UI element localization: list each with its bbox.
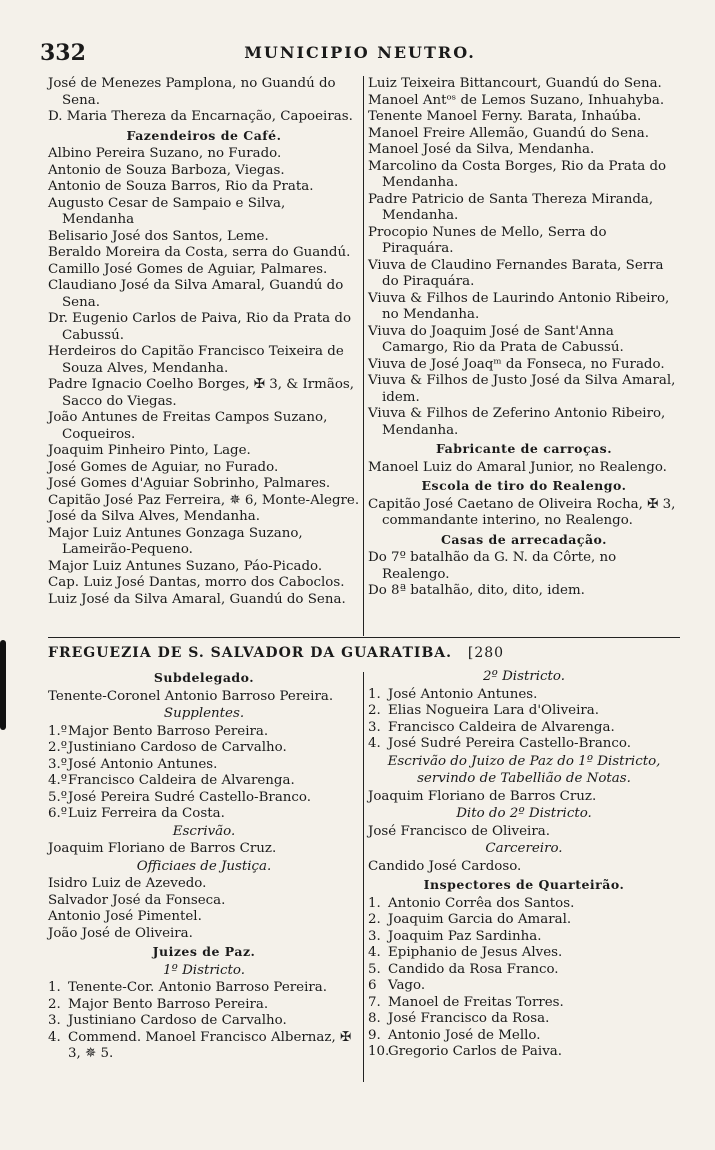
left-column-bottom bbox=[48, 668, 360, 1063]
entry-list bbox=[368, 460, 680, 477]
item-text: Elias Nogueira Lara d'Oliveira. bbox=[388, 703, 600, 718]
list-item: D. Maria Thereza da Encarnação, Capoeiras. bbox=[48, 109, 353, 124]
ink-blot bbox=[0, 640, 6, 730]
item-number: 5.º bbox=[48, 789, 68, 805]
list-item: José Francisco de Oliveira. bbox=[368, 823, 550, 839]
list-item: Claudiano José da Silva Amaral, Guandú do Sena. bbox=[48, 278, 344, 310]
sub-heading: Escrivão. bbox=[172, 823, 236, 839]
item-number: 2. bbox=[368, 703, 381, 718]
item-number: 3.º bbox=[48, 756, 68, 772]
list-item: Joaquim Pinheiro Pinto, Lage. bbox=[48, 443, 251, 458]
page-header bbox=[40, 40, 680, 66]
numbered-item bbox=[48, 724, 360, 741]
left-column-top bbox=[48, 76, 360, 608]
item-text: Francisco Caldeira de Alvarenga. bbox=[68, 773, 295, 788]
list-item: Dr. Eugenio Carlos de Paiva, Rio da Prata do Cabussú. bbox=[48, 311, 352, 343]
list-item: Luiz Teixeira Bittancourt, Guandú do Sena. bbox=[368, 76, 662, 91]
list-item: José Gomes d'Aguiar Sobrinho, Palmares. bbox=[48, 476, 331, 491]
item-number: 4. bbox=[48, 1029, 61, 1045]
list-item: Candido José Cardoso. bbox=[368, 858, 522, 874]
list-item: Padre Ignacio Coelho Borges, ✠ 3, & Irmãos, Sacco do Viegas. bbox=[48, 377, 355, 409]
item-number: 3. bbox=[368, 719, 381, 735]
numbered-item bbox=[368, 896, 680, 913]
item-number: 2. bbox=[368, 912, 381, 927]
sub-heading: Dito do 2º Districto. bbox=[456, 806, 592, 821]
list-item: Antonio de Souza Barboza, Viegas. bbox=[48, 162, 285, 178]
parish-title-text: FREGUEZIA DE S. SALVADOR DA GUARATIBA. bbox=[48, 645, 453, 661]
item-text: Antonio Corrêa dos Santos. bbox=[388, 895, 575, 911]
entry-list bbox=[48, 76, 360, 126]
item-number: 10. bbox=[368, 1044, 390, 1059]
item-number: 1.º bbox=[48, 723, 68, 739]
numbered-item bbox=[368, 703, 680, 720]
column-divider bbox=[363, 76, 364, 636]
numbered-item bbox=[48, 740, 360, 757]
section-heading: Inspectores de Quarteirão. bbox=[423, 877, 625, 892]
list-item: Manoel Luiz do Amaral Junior, no Realengo. bbox=[368, 459, 667, 475]
list-item: Joaquim Floriano de Barros Cruz. bbox=[48, 841, 277, 856]
sub-heading: Escrivão do Juizo de Paz do 1º Districto, bbox=[387, 753, 661, 769]
item-text: José Pereira Sudré Castello-Branco. bbox=[68, 789, 312, 805]
item-number: 1. bbox=[368, 895, 381, 911]
item-text: Gregorio Carlos de Paiva. bbox=[388, 1044, 562, 1059]
item-number: 4.º bbox=[48, 773, 68, 788]
entry-list bbox=[368, 550, 680, 600]
numbered-item bbox=[368, 720, 680, 737]
list-item: José Gomes de Aguiar, no Furado. bbox=[48, 459, 279, 475]
sub-heading: Supplentes. bbox=[163, 706, 245, 721]
list-item: Viuva & Filhos de Laurindo Antonio Ribeiro, no Mendanha. bbox=[368, 290, 670, 322]
list-item: Manoel Antᵒˢ de Lemos Suzano, Inhuahyba. bbox=[368, 92, 665, 108]
section-heading: Casas de arrecadação. bbox=[440, 531, 608, 547]
list-item: Camillo José Gomes de Aguiar, Palmares. bbox=[48, 261, 328, 277]
column-divider bbox=[363, 672, 364, 1082]
numbered-item bbox=[48, 1030, 360, 1063]
item-text: Joaquim Garcia do Amaral. bbox=[388, 912, 572, 927]
sub-heading: 1º Districto. bbox=[163, 962, 245, 978]
list-item: João Antunes de Freitas Campos Suzano, Coqueiros. bbox=[48, 410, 328, 442]
list-item: Major Luiz Antunes Gonzaga Suzano, Lameirão-Pequeno. bbox=[48, 525, 303, 557]
item-number: 2.º bbox=[48, 740, 68, 755]
numbered-item bbox=[48, 790, 360, 807]
item-text: Justiniano Cardoso de Carvalho. bbox=[68, 740, 287, 755]
numbered-item bbox=[368, 929, 680, 946]
item-number: 6 bbox=[368, 978, 377, 993]
section-heading: Fabricante de carroças. bbox=[435, 441, 613, 456]
list-item: Luiz José da Silva Amaral, Guandú do Sena. bbox=[48, 591, 346, 607]
list-item: José de Menezes Pamplona, no Guandú do Sena. bbox=[48, 76, 336, 108]
list-item: Isidro Luiz de Azevedo. bbox=[48, 876, 207, 891]
item-text: Candido da Rosa Franco. bbox=[388, 961, 559, 977]
list-item: Antonio José Pimentel. bbox=[48, 909, 202, 924]
list-item: Tenente Manoel Ferny. Barata, Inhaúba. bbox=[368, 109, 642, 124]
list-item: Viuva de Claudino Fernandes Barata, Serra do Piraquára. bbox=[368, 257, 664, 289]
list-item: Marcolino da Costa Borges, Rio da Prata do Mendanha. bbox=[368, 158, 667, 190]
item-text: Antonio José de Mello. bbox=[388, 1027, 541, 1043]
item-number: 8. bbox=[368, 1011, 381, 1026]
list-item: Cap. Luiz José Dantas, morro dos Caboclos. bbox=[48, 575, 345, 590]
numbered-item bbox=[48, 980, 360, 997]
item-number: 3. bbox=[368, 928, 381, 944]
numbered-item bbox=[368, 945, 680, 962]
list-item: Beraldo Moreira da Costa, serra do Guandú. bbox=[48, 245, 351, 260]
item-text: José Francisco da Rosa. bbox=[388, 1011, 550, 1026]
list-item: Salvador José da Fonseca. bbox=[48, 892, 226, 908]
item-text: Justiniano Cardoso de Carvalho. bbox=[68, 1013, 287, 1028]
item-text: Tenente-Cor. Antonio Barroso Pereira. bbox=[68, 980, 327, 995]
entry-list bbox=[368, 76, 680, 439]
list-item: José da Silva Alves, Mendanha. bbox=[48, 509, 260, 524]
numbered-item bbox=[368, 912, 680, 929]
list-item: Augusto Cesar de Sampaio e Silva, Mendanha bbox=[48, 195, 286, 227]
item-text: Major Bento Barroso Pereira. bbox=[68, 996, 269, 1012]
list-item: Viuva & Filhos de Zeferino Antonio Ribeiro, Mendanha. bbox=[368, 406, 666, 438]
list-item: Herdeiros do Capitão Francisco Teixeira de Souza Alves, Mendanha. bbox=[48, 344, 344, 376]
list-item: Viuva do Joaquim José de Sant'Anna Camargo, Rio da Prata de Cabussú. bbox=[368, 323, 624, 355]
numbered-item bbox=[48, 1013, 360, 1030]
item-text: José Antonio Antunes. bbox=[388, 686, 538, 702]
item-text: Francisco Caldeira de Alvarenga. bbox=[388, 719, 615, 735]
numbered-item bbox=[368, 687, 680, 704]
numbered-item bbox=[368, 1028, 680, 1045]
item-number: 6.º bbox=[48, 806, 68, 821]
section-heading: Escola de tiro do Realengo. bbox=[421, 478, 627, 493]
numbered-item bbox=[48, 806, 360, 823]
list-item: João José de Oliveira. bbox=[48, 925, 193, 941]
numbered-item bbox=[48, 997, 360, 1014]
right-column-bottom bbox=[368, 668, 680, 1061]
item-text: Luiz Ferreira da Costa. bbox=[68, 806, 225, 821]
list-item: Joaquim Floriano de Barros Cruz. bbox=[368, 788, 597, 804]
item-text: Commend. Manoel Francisco Albernaz, ✠ 3, ✵ 5. bbox=[68, 1029, 352, 1061]
item-text: Epiphanio de Jesus Alves. bbox=[388, 945, 563, 960]
section-heading: Fazendeiros de Café. bbox=[126, 127, 282, 143]
running-title: MUNICIPIO NEUTRO. bbox=[244, 43, 476, 62]
list-item: Padre Patricio de Santa Thereza Miranda, Mendanha. bbox=[368, 191, 654, 223]
list-item: Manoel Freire Allemão, Guandú do Sena. bbox=[368, 125, 649, 141]
section-heading: Subdelegado. bbox=[153, 670, 255, 685]
list-item: Do 7º batalhão da G. N. da Côrte, no Realengo. bbox=[368, 550, 617, 582]
item-number: 2. bbox=[48, 996, 61, 1012]
list-item: Viuva & Filhos de Justo José da Silva Amaral, idem. bbox=[368, 373, 676, 405]
list-item: Albino Pereira Suzano, no Furado. bbox=[48, 146, 282, 161]
list-item: Capitão José Paz Ferreira, ✵ 6, Monte-Alegre. bbox=[48, 492, 360, 508]
right-column-top bbox=[368, 76, 680, 600]
item-text: Major Bento Barroso Pereira. bbox=[68, 723, 269, 739]
item-number: 1. bbox=[48, 980, 61, 995]
entry-list bbox=[48, 876, 360, 942]
item-number: 9. bbox=[368, 1027, 381, 1043]
list-item: Viuva de José Joaqᵐ da Fonseca, no Furado. bbox=[368, 356, 665, 372]
item-number: 3. bbox=[48, 1013, 61, 1028]
item-number: 4. bbox=[368, 945, 381, 960]
item-number: 5. bbox=[368, 961, 381, 977]
numbered-item bbox=[48, 773, 360, 790]
sub-heading: Carcereiro. bbox=[485, 841, 563, 856]
list-item: Antonio de Souza Barros, Rio da Prata. bbox=[48, 179, 314, 194]
numbered-item bbox=[368, 1011, 680, 1028]
item-text: Vago. bbox=[388, 978, 426, 993]
numbered-item bbox=[368, 962, 680, 979]
numbered-item bbox=[368, 1044, 680, 1061]
item-number: 7. bbox=[368, 994, 381, 1010]
numbered-item bbox=[368, 736, 680, 753]
parish-ref: [280 bbox=[467, 645, 505, 661]
parish-title bbox=[48, 645, 680, 661]
numbered-item bbox=[368, 978, 680, 995]
list-item: Do 8ª batalhão, dito, dito, idem. bbox=[368, 583, 585, 598]
numbered-item bbox=[368, 995, 680, 1012]
list-item: Manoel José da Silva, Mendanha. bbox=[368, 142, 595, 157]
entry-list bbox=[368, 497, 680, 530]
item-number: 4. bbox=[368, 736, 381, 751]
sub-heading: servindo de Tabellião de Notas. bbox=[417, 771, 631, 786]
sub-heading: 2º Districto. bbox=[483, 669, 565, 684]
numbered-list bbox=[48, 980, 360, 1063]
section-heading: Juizes de Paz. bbox=[152, 944, 256, 959]
numbered-list bbox=[48, 724, 360, 823]
entry-list bbox=[48, 146, 360, 608]
numbered-item bbox=[48, 757, 360, 774]
list-item: Tenente-Coronel Antonio Barroso Pereira. bbox=[48, 688, 334, 704]
numbered-list bbox=[368, 687, 680, 753]
item-text: Joaquim Paz Sardinha. bbox=[388, 928, 542, 944]
item-text: José Sudré Pereira Castello-Branco. bbox=[388, 736, 632, 751]
list-item: Major Luiz Antunes Suzano, Páo-Picado. bbox=[48, 558, 323, 574]
sub-heading: Officiaes de Justiça. bbox=[136, 858, 272, 874]
list-item: Capitão José Caetano de Oliveira Rocha, ✠ 3, commandante interino, no Realengo. bbox=[368, 496, 676, 528]
item-text: Manoel de Freitas Torres. bbox=[388, 994, 564, 1010]
item-number: 1. bbox=[368, 686, 381, 702]
numbered-list bbox=[368, 896, 680, 1061]
list-item: Belisario José dos Santos, Leme. bbox=[48, 228, 269, 244]
section-divider bbox=[48, 637, 680, 638]
list-item: Procopio Nunes de Mello, Serra do Piraquára. bbox=[368, 224, 607, 256]
item-text: José Antonio Antunes. bbox=[68, 756, 218, 772]
page-number: 332 bbox=[40, 40, 86, 66]
